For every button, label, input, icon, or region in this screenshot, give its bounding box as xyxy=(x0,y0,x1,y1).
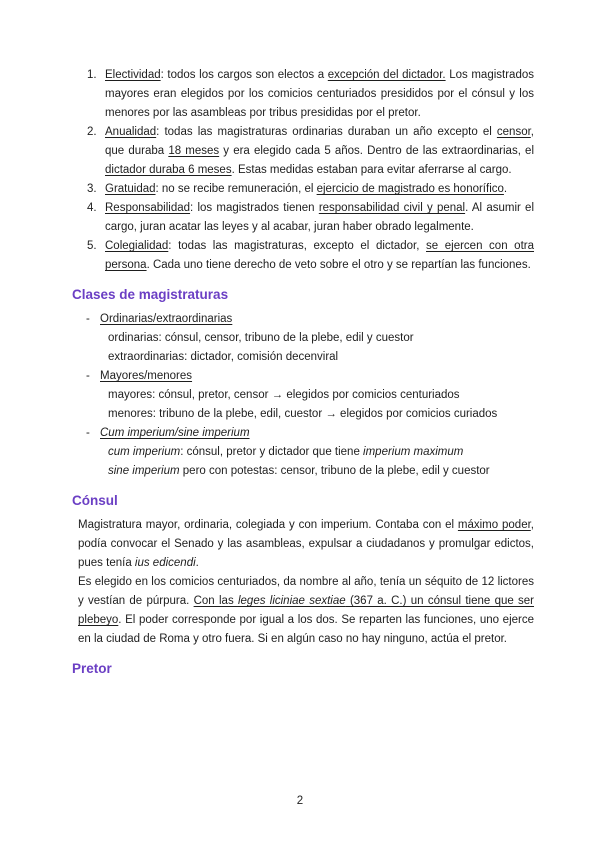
bullet-dash-marker: - xyxy=(86,427,90,439)
text-segment: , que duraba xyxy=(105,126,534,157)
text-segment: : los magistrados tienen xyxy=(190,202,319,214)
text-segment: : no se recibe remuneración, el xyxy=(155,183,317,195)
numbered-list-item xyxy=(72,123,534,180)
list-item-number: 5. xyxy=(87,240,97,252)
text-segment: . Al asumir el cargo, juran acatar las leyes y al acabar, juran haber obrado legalmente. xyxy=(105,202,535,233)
text-segment: . xyxy=(503,183,508,195)
text-segment: se ejercen con otra persona xyxy=(105,240,535,271)
text-segment: extraordinarias: dictador, comisión decenviral xyxy=(108,351,339,363)
text-segment: Colegialidad xyxy=(105,240,169,252)
text-segment: Magistratura mayor, ordinaria, colegiada y con imperium. Contaba con el xyxy=(78,519,458,531)
bullet-subline xyxy=(72,462,534,481)
text-segment: Cum imperium/sine imperium xyxy=(100,427,250,439)
text-segment: : todos los cargos son electos a xyxy=(160,69,328,81)
text-segment: mayores: cónsul, pretor, censor → elegidos por comicios centuriados xyxy=(108,389,460,401)
bullet-subline xyxy=(72,329,534,348)
section-heading: Clases de magistraturas xyxy=(72,287,229,302)
paragraph xyxy=(78,573,534,649)
text-segment: (367 a. C.) un cónsul tiene que ser plebeyo xyxy=(78,595,535,626)
bullet-subline xyxy=(72,348,534,367)
page-number: 2 xyxy=(296,795,304,807)
paragraph xyxy=(78,516,534,573)
text-segment: Responsabilidad xyxy=(105,202,191,214)
text-segment: excepción del dictador. xyxy=(327,69,446,81)
text-segment: imperium maximum xyxy=(363,446,464,458)
dash-bullet-item xyxy=(72,310,534,329)
text-segment: : todas las magistraturas ordinarias duraban un año excepto el xyxy=(156,126,497,138)
bullet-subline xyxy=(72,386,534,405)
numbered-list-item xyxy=(72,199,534,237)
text-segment: Con las xyxy=(193,595,238,607)
list-item-number: 1. xyxy=(87,69,97,81)
section-heading: Cónsul xyxy=(72,493,118,508)
bullet-subline xyxy=(72,443,534,462)
text-segment: . xyxy=(195,557,199,569)
text-segment: ordinarias: cónsul, censor, tribuno de la plebe, edil y cuestor xyxy=(108,332,414,344)
numbered-list-item xyxy=(72,180,534,199)
dash-bullet-item xyxy=(72,424,534,443)
text-segment: 18 meses xyxy=(168,145,220,157)
text-segment: Electividad xyxy=(105,69,161,81)
text-segment: sine imperium xyxy=(108,465,180,477)
bullet-subline xyxy=(72,405,534,424)
text-segment: : todas las magistraturas, excepto el dictador, xyxy=(168,240,427,252)
text-segment: Los magistrados mayores eran elegidos por los comicios centuriados presididos por el cónsul y los menores por las asambleas por tribus presididas por el pretor. xyxy=(105,69,534,119)
bullet-dash-marker: - xyxy=(86,313,90,325)
text-segment: menores: tribuno de la plebe, edil, cuestor → elegidos por comicios curiados xyxy=(108,408,498,420)
text-segment: Ordinarias/extraordinarias xyxy=(100,313,233,325)
text-segment: máximo poder xyxy=(457,519,531,531)
text-segment: ius edicendi xyxy=(134,557,196,569)
text-segment: Anualidad xyxy=(105,126,157,138)
text-segment: . Cada uno tiene derecho de veto sobre el otro y se repartían las funciones. xyxy=(146,259,531,271)
text-segment: Gratuidad xyxy=(105,183,156,195)
list-item-number: 3. xyxy=(87,183,97,195)
text-segment: ejercicio de magistrado es honorífico xyxy=(316,183,504,195)
text-segment: censor xyxy=(496,126,531,138)
text-segment: Mayores/menores xyxy=(100,370,193,382)
list-item-number: 2. xyxy=(87,126,97,138)
bullet-dash-marker: - xyxy=(86,370,90,382)
numbered-list-item xyxy=(72,237,534,275)
text-segment: : cónsul, pretor y dictador que tiene xyxy=(180,446,364,458)
document-blocks xyxy=(72,66,534,679)
text-segment: cum imperium xyxy=(108,446,181,458)
text-segment: . Estas medidas estaban para evitar aferrarse al cargo. xyxy=(231,164,512,176)
text-segment: . El poder corresponde por igual a los dos. Se reparten las funciones, uno ejerce en la ciudad de Roma y otro fuera. Si en algún caso no hay ninguno, actúa el pretor. xyxy=(78,614,534,645)
dash-bullet-item xyxy=(72,367,534,386)
section-heading: Pretor xyxy=(72,661,112,676)
list-item-number: 4. xyxy=(87,202,97,214)
text-segment: dictador duraba 6 meses xyxy=(105,164,232,176)
text-segment: y era elegido cada 5 años. Dentro de las extraordinarias, el xyxy=(219,145,535,157)
text-segment: leges liciniae sextiae xyxy=(237,595,346,607)
text-segment: Es elegido en los comicios centuriados, da nombre al año, tenía un séquito de 12 lictores y vestían de púrpura. xyxy=(78,576,534,607)
text-segment: pero con potestas: censor, tribuno de la plebe, edil y cuestor xyxy=(179,465,490,477)
text-segment: , podía convocar el Senado y las asambleas, expulsar a ciudadanos y promulgar edictos, pues tenía xyxy=(78,519,534,569)
text-segment: responsabilidad civil y penal xyxy=(318,202,466,214)
numbered-list-item xyxy=(72,66,534,123)
